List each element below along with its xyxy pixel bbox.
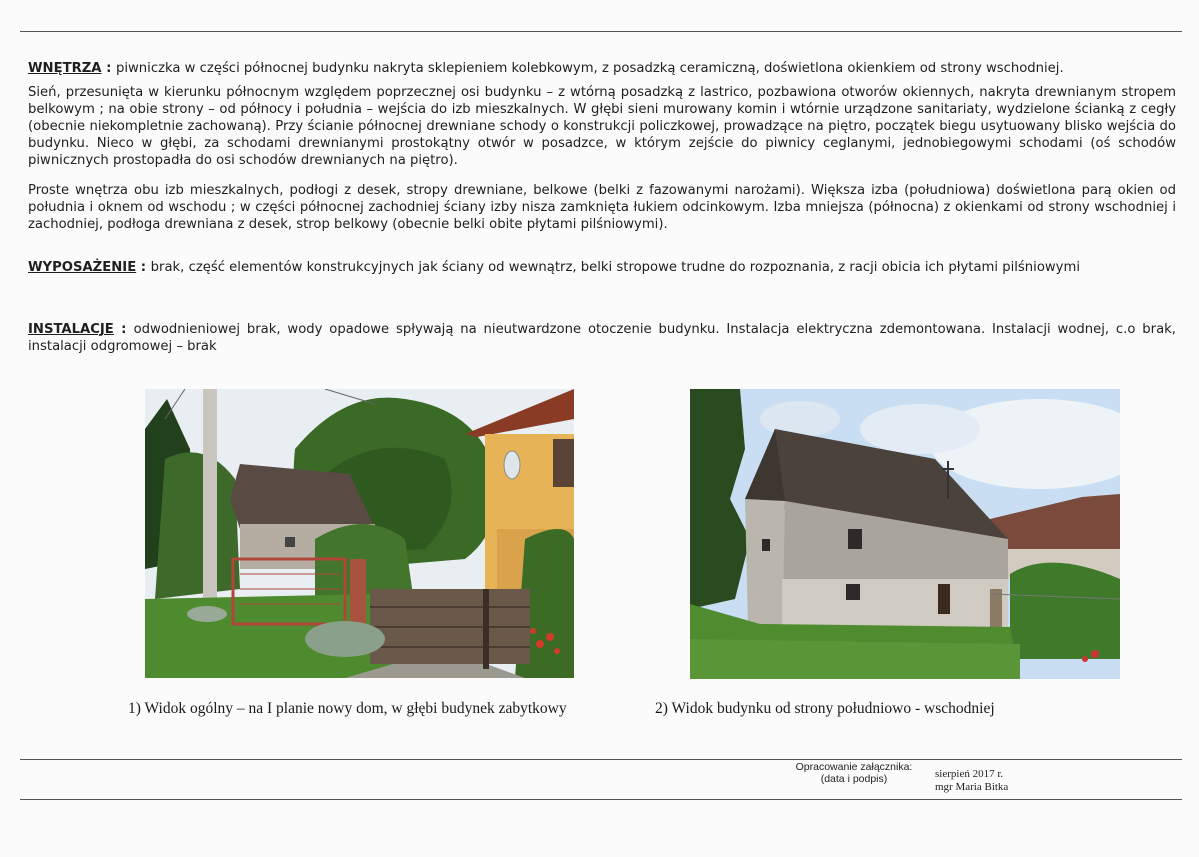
photo-general-view-image — [145, 389, 574, 678]
prepared-label: Opracowanie załącznika: — [795, 761, 913, 773]
section-wnetrza — [28, 60, 1176, 77]
heading-wyposazenie: WYPOSAŻENIE — [28, 260, 137, 275]
footer-divider-top — [20, 759, 1182, 760]
prepared-sublabel: (data i podpis) — [820, 773, 888, 785]
heading-separator: : — [101, 61, 116, 76]
section-wyposazenie — [28, 259, 1176, 276]
heading-separator: : — [136, 260, 151, 275]
wyposazenie-text: brak, część elementów konstrukcyjnych jak ściany od wewnątrz, belki stropowe trudne do rozpoznania, z racji obicia ich płytami pilśniowymi — [150, 260, 1080, 275]
photo-southeast-view — [690, 389, 1120, 679]
signature-author: mgr Maria Bitka — [935, 781, 1009, 793]
prepared-by-label — [776, 761, 932, 785]
sien-text: Sień, przesunięta w kierunku północnym względem poprzecznej osi budynku – z wtórną posadzką z lastrico, pozbawiona otworów okiennych, nakryta drewnianym stropem belkowym ; na obie strony – od północy i południa – wejścia do izb mieszkalnych. W głębi sieni murowany komin i wtórnie urządzone sanitariaty, wydzielone ścianką z cegły (obecnie niekompletnie zachowaną). Przy ścianie północnej drewniane schody o konstrukcji policzkowej, prowadzące na piętro, początek biegu usytuowany blisko wejścia do budynku. Nieco w głębi, za schodami drewnianymi prostokątny otwór w posadzce, w którym zejście do piwnicy ceglanymi, jednobiegowymi schodami (oś schodów piwnicznych prostopadła do osi schodów drewnianych na piętro). — [28, 85, 1176, 168]
izby-text: Proste wnętrza obu izb mieszkalnych, podłogi z desek, stropy drewniane, belkowe (belki z fazowanymi narożami). Większa izba (południowa) doświetlona parą okien od południa i oknem od wschodu ; w części północnej zachodniej ściany izby nisza zamknięta łukiem odcinkowym. Izba mniejsza (północna) z okienkami od strony wschodniej i zachodniej, podłoga drewniana z desek, strop belkowy (obecnie belki obite płytami pilśniowymi). — [28, 183, 1176, 232]
heading-separator: : — [113, 322, 134, 337]
heading-instalacje: INSTALACJE — [28, 322, 114, 337]
wnetrza-text: piwniczka w części północnej budynku nakryta sklepieniem kolebkowym, z posadzką ceramiczną, doświetlona okienkiem od strony wschodniej. — [115, 61, 1064, 76]
heading-wnetrza: WNĘTRZA — [28, 61, 102, 76]
signature-block — [935, 768, 1008, 794]
footer-divider-bottom — [20, 799, 1182, 800]
top-divider — [20, 31, 1182, 32]
photo-caption-2: 2) Widok budynku od strony południowo - wschodniej — [655, 700, 995, 717]
signature-date: sierpień 2017 r. — [935, 768, 1004, 780]
photo-general-view — [145, 389, 574, 678]
paragraph-izby — [28, 182, 1176, 233]
photo-caption-1: 1) Widok ogólny – na I planie nowy dom, w głębi budynek zabytkowy — [128, 700, 567, 717]
section-instalacje — [28, 321, 1176, 355]
photo-southeast-view-image — [690, 389, 1120, 679]
paragraph-sien — [28, 84, 1176, 169]
instalacje-text: odwodnieniowej brak, wody opadowe spływają na nieutwardzone otoczenie budynku. Instalacja elektryczna zdemontowana. Instalacji wodnej, c.o brak, instalacji odgromowej – brak — [28, 322, 1176, 354]
